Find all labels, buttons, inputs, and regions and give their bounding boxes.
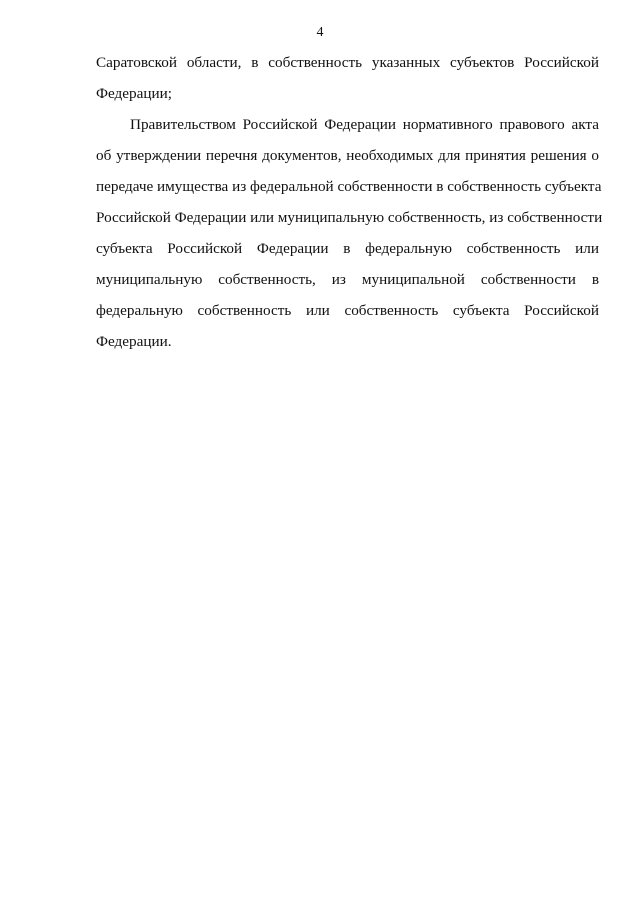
text-line-8: муниципальную собственность, из муниципальной собственности в (96, 271, 599, 288)
document-body (96, 47, 603, 357)
text-line-9: федеральную собственность или собственность субъекта Российской (96, 302, 599, 319)
page-number: 4 (316, 25, 324, 40)
text-line-7: субъекта Российской Федерации в федеральную собственность или (96, 240, 599, 257)
text-line-6: Российской Федерации или муниципальную собственность, из собственности (96, 209, 603, 226)
text-line-5: передаче имущества из федеральной собственности в собственность субъекта (96, 178, 602, 195)
text-line-2: Федерации; (96, 85, 172, 102)
text-line-1: Саратовской области, в собственность указанных субъектов Российской (96, 54, 599, 71)
text-line-4: об утверждении перечня документов, необходимых для принятия решения о (96, 147, 599, 164)
text-line-3: Правительством Российской Федерации нормативного правового акта (130, 116, 599, 133)
text-line-10: Федерации. (96, 333, 172, 350)
